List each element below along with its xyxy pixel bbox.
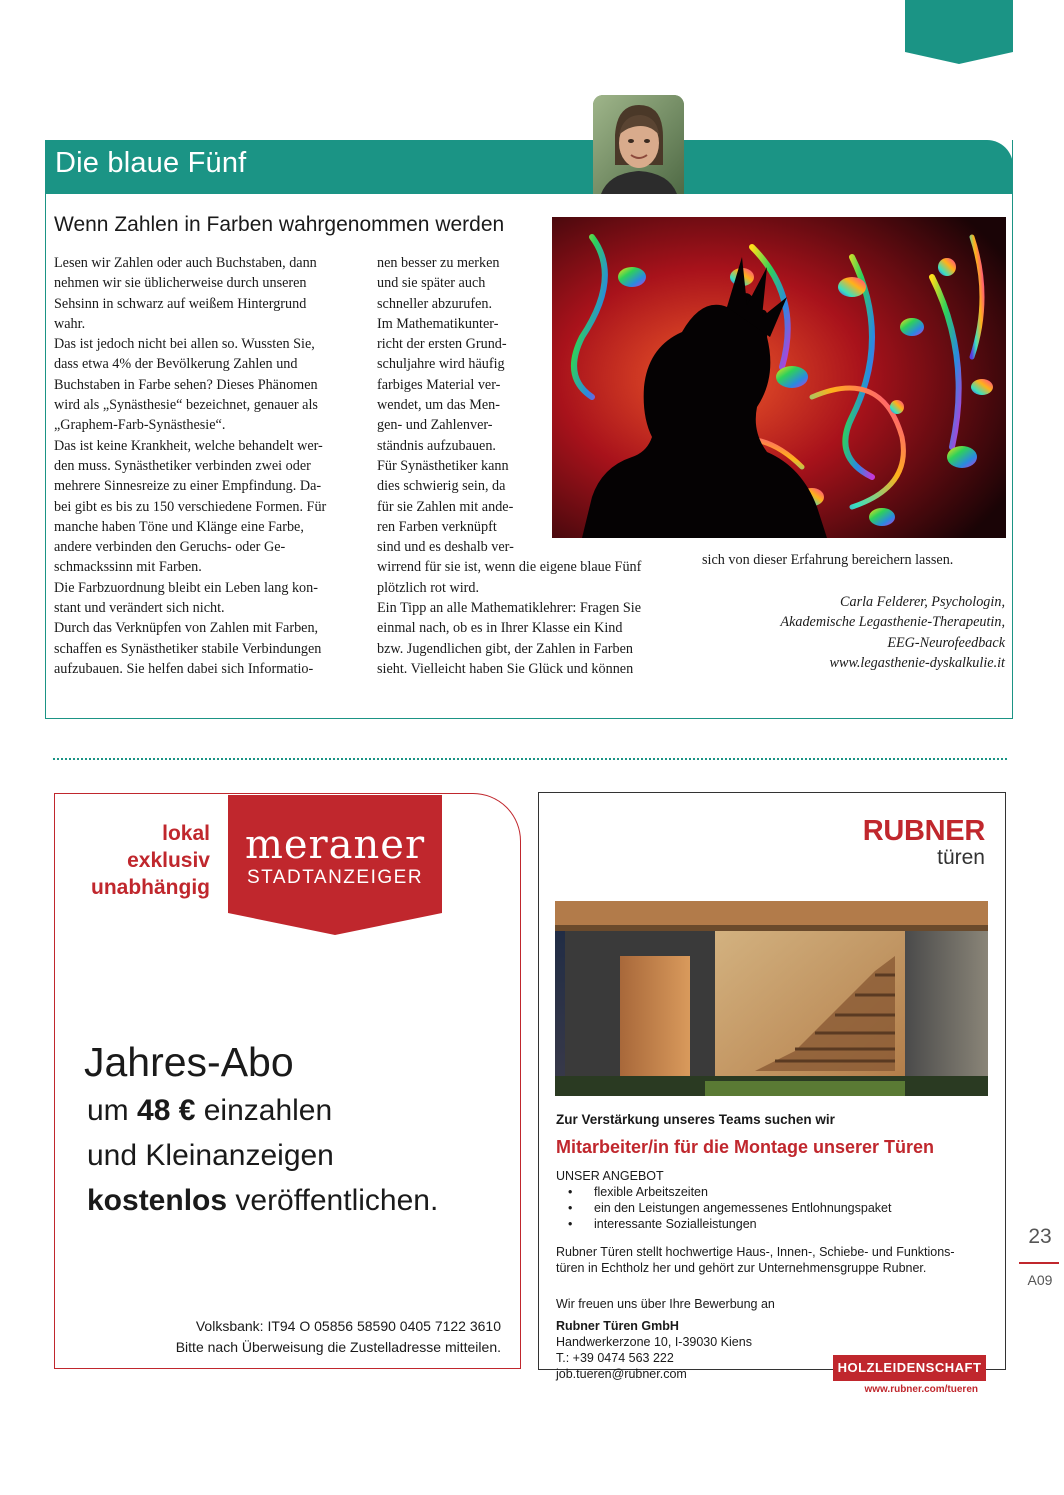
rubner-website-link[interactable]: www.rubner.com/tueren [864, 1384, 978, 1395]
price: 48 € [137, 1094, 196, 1127]
rubner-logo-name: RUBNER [862, 815, 985, 847]
text-line: bzw. Jugendlichen gibt, der Zahlen in Farben [377, 640, 633, 657]
section-divider [53, 758, 1007, 760]
text-line: bei gibt es bis zu 150 verschiedene Formen. Für [54, 498, 327, 515]
company-name: Rubner Türen GmbH [556, 1319, 679, 1333]
text-line: schaffen es Synästhetiker stabile Verbindungen [54, 640, 322, 657]
offer-heading: UNSER ANGEBOT [556, 1169, 664, 1183]
text-line: aufzubauen. Sie helfen dabei sich Informatio- [54, 660, 314, 677]
email-link[interactable]: job.tueren@rubner.com [556, 1367, 687, 1381]
text-line: Im Mathematikunter- [377, 315, 499, 332]
text-line: gen- und Zahlenver- [377, 417, 493, 434]
top-section-tab [905, 0, 1013, 64]
house-entrance-photo [555, 901, 988, 1096]
rubner-description [556, 1244, 955, 1276]
text-line: nehmen wir sie üblicherweise durch unseren [54, 275, 307, 292]
bank-info [176, 1316, 501, 1358]
text-line: dass etwa 4% der Bevölkerung Zahlen und [54, 356, 298, 373]
text-line: ständnis aufzubauen. [377, 437, 496, 454]
address: Handwerkerzone 10, I-39030 Kiens [556, 1335, 752, 1349]
text-line: den muss. Synästhetiker verbinden zwei oder [54, 457, 311, 474]
article-title: Die blaue Fünf [55, 147, 247, 179]
tag-line: lokal [162, 822, 210, 845]
text-line: schneller abzurufen. [377, 295, 493, 312]
signature-line: EEG-Neurofeedback [887, 634, 1005, 651]
rubner-apply-text: Wir freuen uns über Ihre Bewerbung an [556, 1297, 775, 1311]
signature-link[interactable]: www.legasthenie-dyskalkulie.it [829, 654, 1005, 671]
rubner-logo-subtitle: türen [937, 846, 985, 869]
text-span: veröffentlichen. [227, 1184, 439, 1217]
abo-offer-text [87, 1088, 438, 1223]
text-line: plötzlich rot wird. [377, 579, 480, 596]
text-line: Das ist keine Krankheit, welche behandelt wer- [54, 437, 323, 454]
article-column-1 [54, 253, 326, 679]
text-line: einmal nach, ob es in Ihrer Klasse ein Kind [377, 620, 623, 637]
text-line: Ein Tipp an alle Mathematiklehrer: Fragen Sie [377, 600, 641, 617]
text-line: Für Synästhetiker kann [377, 457, 509, 474]
text-line: ren Farben verknüpft [377, 518, 497, 535]
text-span: um [87, 1094, 138, 1127]
rubner-intro: Zur Verstärkung unseres Teams suchen wir [556, 1112, 835, 1127]
page-number-divider [1019, 1262, 1059, 1264]
page-code: A09 [1027, 1272, 1053, 1288]
text-line: schuljahre wird häufig [377, 356, 505, 373]
text-line: nen besser zu merken [377, 255, 500, 271]
text-line: manche haben Töne und Klänge eine Farbe, [54, 518, 304, 535]
music-silhouette-image [552, 217, 1006, 538]
text-span: einzahlen [195, 1094, 333, 1127]
text-line: und sie später auch [377, 275, 486, 292]
text-line: stant und verändert sich nicht. [54, 600, 225, 617]
tag-line: exklusiv [127, 849, 210, 872]
tag-line: unabhängig [91, 876, 210, 899]
text-line: „Graphem-Farb-Synästhesie“. [54, 417, 226, 434]
text-line: wird als „Synästhesie“ bezeichnet, genauer als [54, 397, 318, 414]
text-line: Buchstaben in Farbe sehen? Dieses Phänomen [54, 376, 318, 393]
list-item: • ein den Leistungen angemessenes Entlohnungspaket [568, 1200, 891, 1216]
text-span: kostenlos [87, 1184, 228, 1217]
signature-line: Carla Felderer, Psychologin, [840, 594, 1005, 610]
author-portrait [593, 95, 684, 194]
rubner-contact [556, 1318, 752, 1382]
iban-line: Volksbank: IT94 O 05856 58590 0405 7122 3610 [195, 1318, 501, 1334]
list-item: • flexible Arbeitszeiten [568, 1184, 891, 1200]
page-number: 23 [1028, 1225, 1052, 1248]
text-line: Rubner Türen stellt hochwertige Haus-, Innen-, Schiebe- und Funktions- [556, 1245, 955, 1259]
text-line: wirrend für sie ist, wenn die eigene blaue Fünf [377, 559, 642, 576]
text-line: richt der ersten Grund- [377, 336, 507, 353]
text-line: Die Farbzuordnung bleibt ein Leben lang kon- [54, 579, 318, 596]
text-line: Das ist jedoch nicht bei allen so. Wussten Sie, [54, 336, 315, 353]
text-line: Bitte nach Überweisung die Zustelladresse mitteilen. [175, 1339, 501, 1355]
abo-title: Jahres-Abo [84, 1039, 294, 1085]
holzleidenschaft-badge: HOLZLEIDENSCHAFT [833, 1355, 986, 1381]
text-line: andere verbinden den Geruchs- oder Ge- [54, 539, 286, 556]
rubner-offer-list [556, 1168, 891, 1232]
meraner-logo-subtitle: STADTANZEIGER [246, 867, 424, 888]
text-line: sind und es deshalb ver- [377, 539, 514, 556]
text-line: türen in Echtholz her und gehört zur Unternehmensgruppe Rubner. [556, 1261, 927, 1275]
rubner-job-title: Mitarbeiter/in für die Montage unserer Türen [556, 1137, 935, 1157]
meraner-logo-name: meraner [244, 822, 426, 868]
text-line: und Kleinanzeigen [87, 1139, 334, 1172]
text-line: für sie Zahlen mit ande- [377, 498, 514, 515]
rubner-logo [863, 815, 985, 869]
meraner-tagline [60, 820, 210, 901]
text-line: mehrere Sinnesreize zu einer Empfindung. Da- [54, 478, 322, 495]
text-line: Durch das Verknüpfen von Zahlen mit Farben, [54, 620, 319, 637]
text-line: Lesen wir Zahlen oder auch Buchstaben, dann [54, 255, 317, 271]
text-line: dies schwierig sein, da [377, 478, 506, 495]
author-signature [780, 592, 1005, 673]
list-item: • interessante Sozialleistungen [568, 1216, 891, 1232]
article-column-3 [702, 550, 953, 570]
text-line: sieht. Vielleicht haben Sie Glück und können [377, 660, 634, 677]
signature-line: Akademische Legasthenie-Therapeutin, [780, 614, 1005, 631]
text-line: wendet, um das Men- [377, 397, 500, 414]
article-subtitle: Wenn Zahlen in Farben wahrgenommen werden [54, 213, 505, 236]
text-line: Sehsinn in schwarz auf weißem Hintergrund [54, 295, 307, 312]
text-line: farbiges Material ver- [377, 376, 501, 393]
phone-number[interactable]: T.: +39 0474 563 222 [556, 1351, 674, 1365]
text-line: schmackssinn mit Farben. [54, 559, 202, 576]
text-line: sich von dieser Erfahrung bereichern lassen. [702, 552, 954, 568]
text-line: wahr. [54, 315, 86, 332]
